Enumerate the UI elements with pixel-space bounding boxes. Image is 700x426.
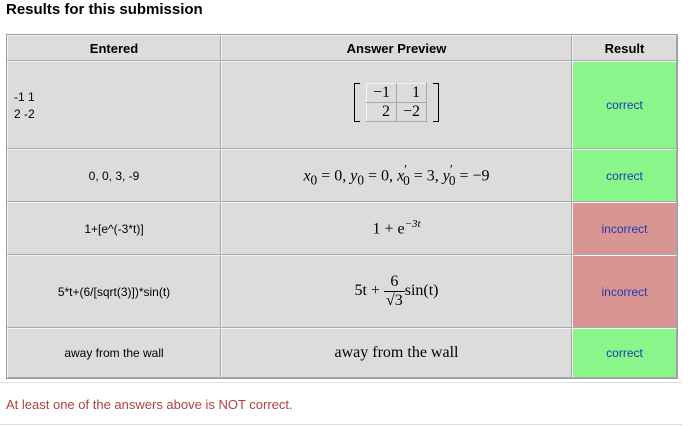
right-bracket [433,83,439,122]
answer-preview-cell [221,149,572,202]
answer-preview-cell [221,255,572,328]
math-fraction [384,273,405,310]
header-row [7,35,677,61]
math-var: y [350,167,358,185]
math-text: = 0, [364,167,398,185]
math-text: = −9 [455,167,490,185]
entered-cell: 1+[e^(-3*t)] [7,202,221,255]
math-sub: 0 [357,172,365,188]
result-cell: correct [572,61,677,149]
divider [0,424,682,425]
math-prime: ′ [449,162,453,178]
fraction-denominator [384,292,405,310]
result-cell: incorrect [572,255,677,328]
matrix-entry: 1 [397,84,427,103]
header-answer-preview: Answer Preview [221,35,572,61]
math-text: 5t + [354,282,384,300]
left-bracket [354,83,360,122]
sqrt-symbol: √ [385,292,395,309]
math-var: x [303,167,311,185]
math-sub: 0 [310,172,318,188]
table-row [7,61,677,149]
math-text: sin(t) [404,282,439,300]
math-sub: 0 [403,172,410,188]
matrix-preview [354,83,439,122]
result-cell: correct [572,328,677,378]
table-row [7,149,677,202]
divider [0,382,682,383]
result-cell: correct [572,149,677,202]
math-prime: ′ [404,162,408,178]
matrix-entry: −2 [397,103,427,122]
math-exponent: −3t [404,218,421,231]
table-row [7,328,677,378]
warning-message: At least one of the answers above is NOT correct. [6,397,293,412]
answer-preview-cell [221,202,572,255]
math-text: = 0, [317,167,351,185]
table-row [7,202,677,255]
entered-line: 2 -2 [14,106,35,121]
fraction-numerator: 6 [384,273,405,292]
math-sub: 0 [448,172,456,188]
page-title: Results for this submission [6,1,203,18]
results-table [6,34,678,379]
math-var: y [442,167,450,185]
math-var: x [397,167,405,185]
matrix-entry: 2 [366,103,396,122]
entered-cell: 0, 0, 3, -9 [7,149,221,202]
header-entered: Entered [7,35,221,61]
answer-preview-cell: away from the wall [221,328,572,378]
entered-cell: away from the wall [7,328,221,378]
answer-preview-cell [221,61,572,149]
math-text: = 3, [409,167,443,185]
result-cell: incorrect [572,202,677,255]
table-row [7,255,677,328]
header-result: Result [572,35,677,61]
sqrt-radicand: 3 [394,292,403,309]
matrix-entry: −1 [366,84,396,103]
entered-cell: 5*t+(6/[sqrt(3)])*sin(t) [7,255,221,328]
entered-cell [7,61,221,149]
entered-line: -1 1 [14,89,35,104]
math-text: 1 + e [372,220,405,238]
